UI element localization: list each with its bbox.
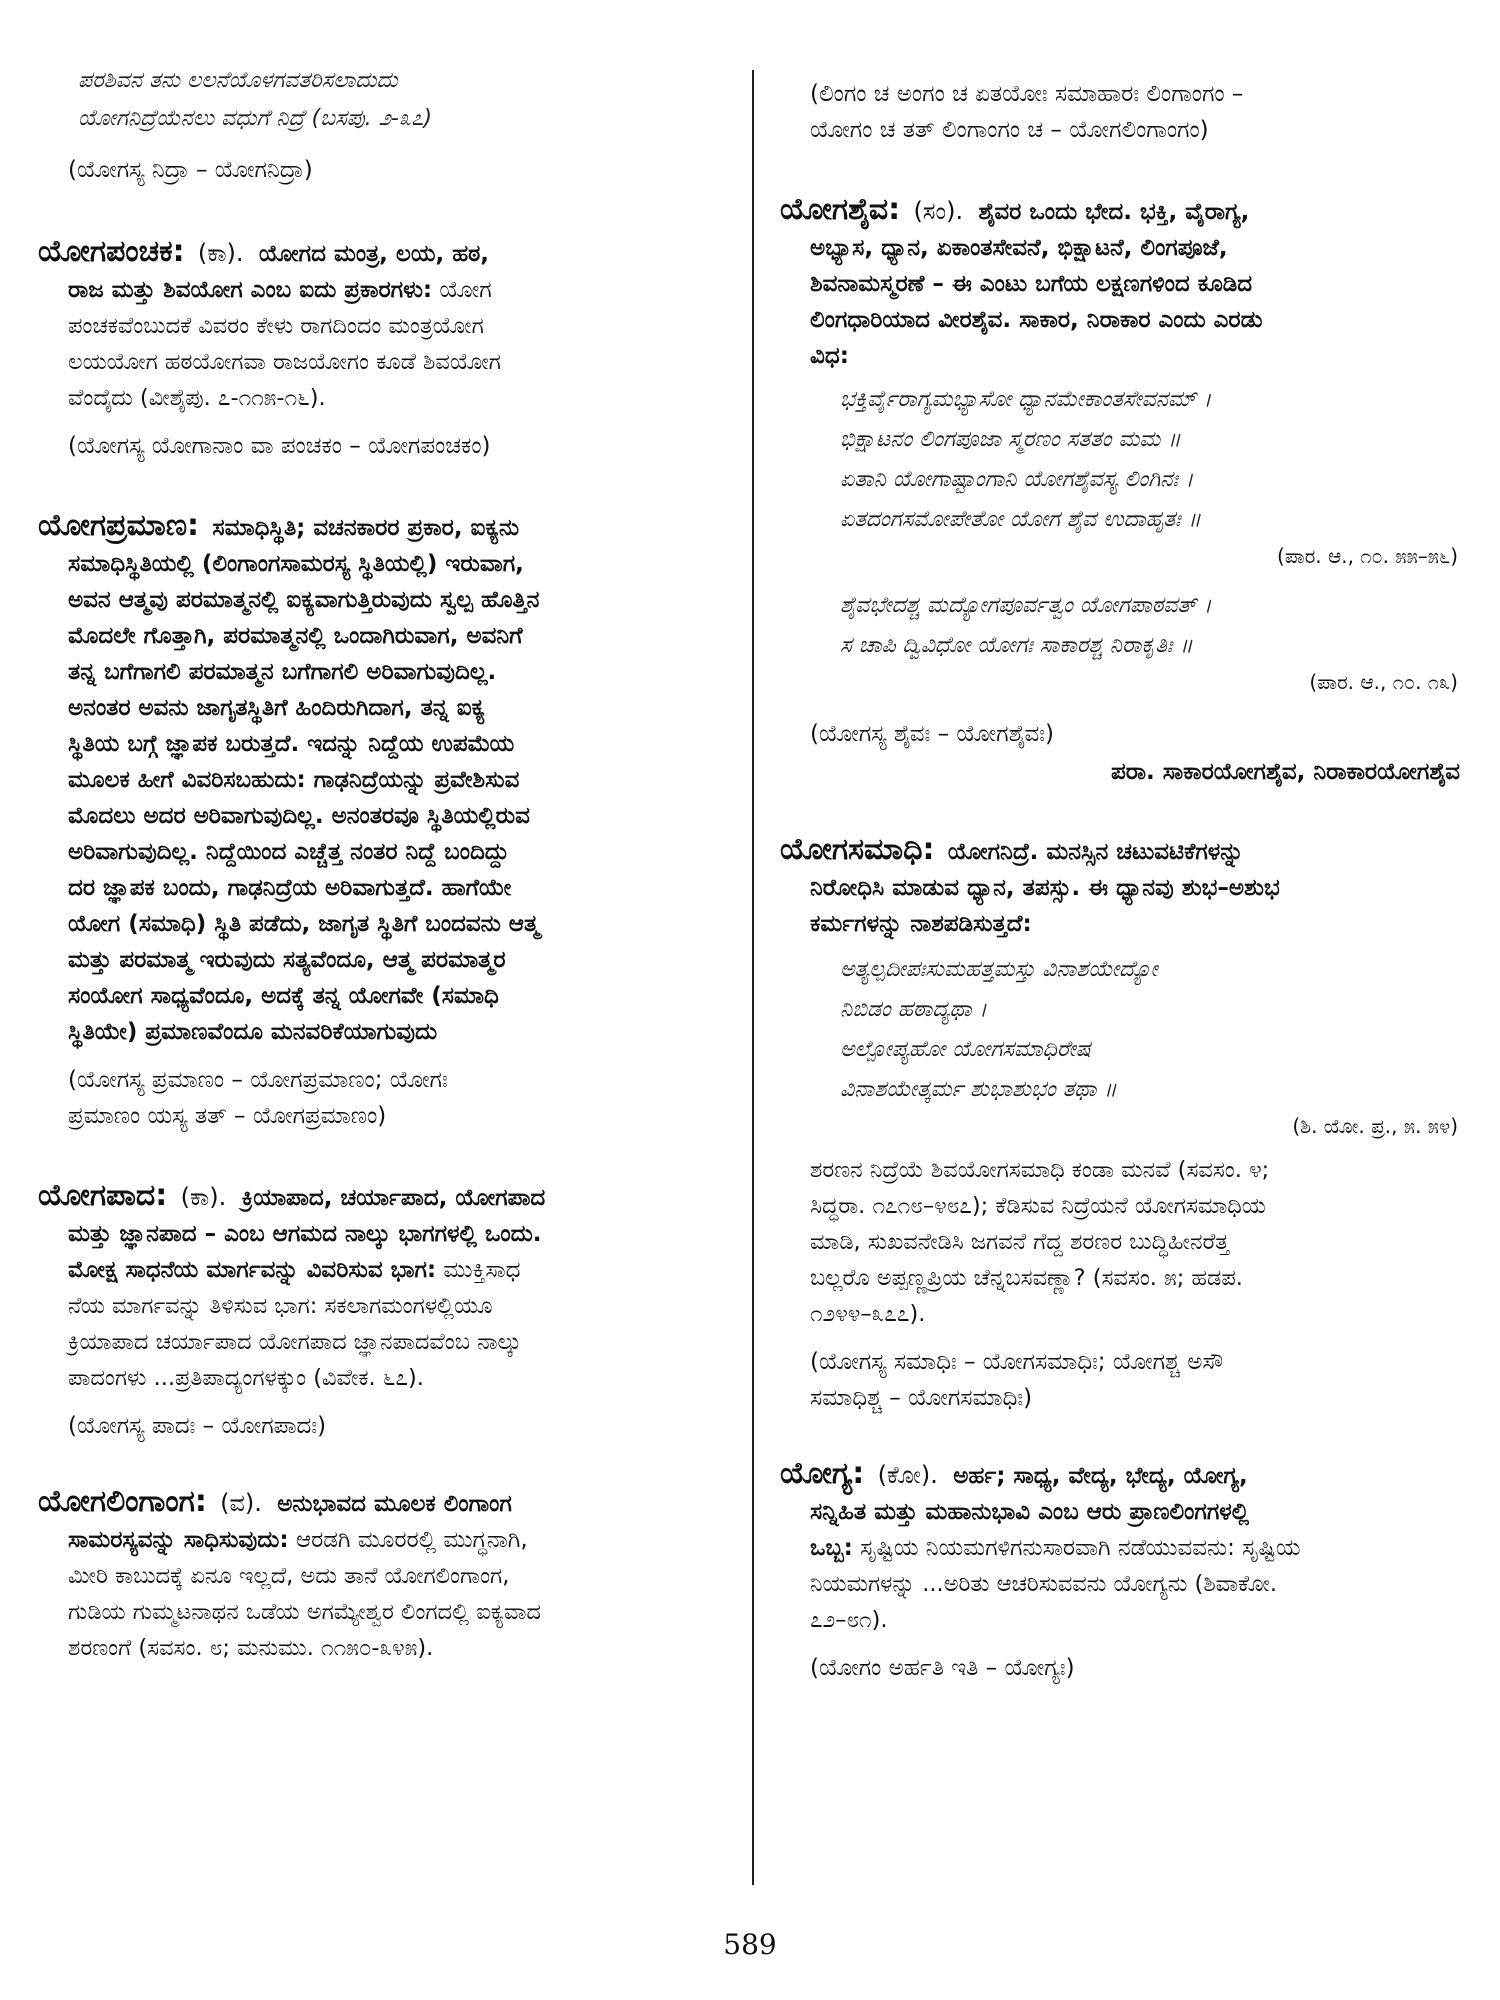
verse-line: ಶೈವಭೇದಶ್ಚ ಮದ್ಯೋಗಪೂರ್ವತ್ವಂ ಯೋಗಪಾಠವತ್ । <box>840 593 1212 618</box>
definition-line: ಅವನ ಆತ್ಮವು ಪರಮಾತ್ಮನಲ್ಲಿ ಐಕ್ಯವಾಗುತ್ತಿರುವುದು ಸ್ವಲ್ಪ ಹೊತ್ತಿನ <box>68 587 540 613</box>
definition-line: ಮೊದಲು ಅದರ ಅರಿವಾಗುವುದಿಲ್ಲ. ಅನಂತರವೂ ಸ್ಥಿತಿಯಲ್ಲಿರುವ <box>68 803 530 829</box>
entry-yogapramana <box>38 508 726 1134</box>
verse-line: ಏತದಂಗಸಮೋಪೇತೋ ಯೋಗ ಶೈವ ಉದಾಹೃತಃ ॥ <box>840 507 1201 532</box>
category: (ವ). <box>220 1489 262 1517</box>
gloss-line: ಮುಕ್ತಿಸಾಧ <box>443 1257 521 1283</box>
etymology: ಯೋಗಂ ಚ ತತ್ ಲಿಂಗಾಂಗಂ ಚ – ಯೋಗಲಿಂಗಾಂಗಂ) <box>810 117 1209 143</box>
etymology: (ಯೋಗಸ್ಯ ಪ್ರಮಾಣಂ – ಯೋಗಪ್ರಮಾಣಂ; ಯೋಗಃ <box>68 1067 448 1093</box>
definition-line: ಅನುಭಾವದ ಮೂಲಕ ಲಿಂಗಾಂಗ <box>277 1491 512 1517</box>
definition-line: ಮತ್ತು ಜ್ಞಾನಪಾದ – ಎಂಬ ಆಗಮದ ನಾಲ್ಕು ಭಾಗಗಳಲ್ಲಿ ಒಂದು. <box>68 1221 542 1247</box>
entry-yogapada <box>38 1178 726 1444</box>
verse-line: ವಿನಾಶಯೇತ್ಕರ್ಮ ಶುಭಾಶುಭಂ ತಥಾ ॥ <box>840 1077 1117 1102</box>
page-number: 589 <box>723 1928 777 1961</box>
definition-line: ಒಬ್ಬ: <box>810 1535 853 1561</box>
entry-yogasamadhi <box>780 832 1468 1416</box>
top-verse <box>38 62 726 138</box>
gloss-line: ಕ್ರಿಯಾಪಾದ ಚರ್ಯಾಪಾದ ಯೋಗಪಾದ ಜ್ಞಾನಪಾದವೆಂಬ ನಾಲ್ಕು <box>68 1329 522 1355</box>
definition-line: ಯೋಗದ ಮಂತ್ರ, ಲಯ, ಹಠ, <box>258 241 490 267</box>
verse-block <box>780 586 1468 666</box>
definition-line: ಶಿವನಾಮಸ್ಮರಣೆ – ಈ ಎಂಟು ಬಗೆಯ ಲಕ್ಷಣಗಳಿಂದ ಕೂಡಿದ <box>810 271 1253 297</box>
headword: ಯೋಗ್ಯ: <box>780 1456 865 1491</box>
definition-line: ದರ ಜ್ಞಾಪಕ ಬಂದು, ಗಾಢನಿದ್ರೆಯ ಅರಿವಾಗುತ್ತದೆ. ಹಾಗೆಯೇ <box>68 875 512 901</box>
definition-line: ಮೋಕ್ಷ ಸಾಧನೆಯ ಮಾರ್ಗವನ್ನು ವಿವರಿಸುವ ಭಾಗ: <box>68 1257 437 1283</box>
gloss-line: ಪಾದಂಗಳು ...ಪ್ರತಿಪಾದ್ಯಂಗಳಕ್ಕುಂ (ವಿವೇಕ. ೬೭). <box>68 1365 424 1391</box>
definition-line: ಅನಂತರ ಅವನು ಜಾಗೃತಸ್ಥಿತಿಗೆ ಹಿಂದಿರುಗಿದಾಗ, ತನ್ನ ಐಕ್ಯ <box>68 695 486 721</box>
right-column <box>780 76 1468 1686</box>
definition-line: ಸಂಯೋಗ ಸಾಧ್ಯವೆಂದೂ, ಅದಕ್ಕೆ ತನ್ನ ಯೋಗವೇ (ಸಮಾಧಿ <box>68 983 499 1009</box>
verse-source: (ಪಾರ. ಆ., ೧೦. ೧೩) <box>1309 670 1458 694</box>
entry-yogya <box>780 1456 1468 1686</box>
gloss-line: ಶರಣನ ನಿದ್ರೆಯೆ ಶಿವಯೋಗಸಮಾಧಿ ಕಂಡಾ ಮನವೆ (ಸವಸಂ. ೪; <box>810 1157 1270 1183</box>
definition-line: ಸಮಾಧಿಸ್ಥಿತಿಯಲ್ಲಿ (ಲಿಂಗಾಂಗಸಾಮರಸ್ಯ ಸ್ಥಿತಿಯಲ್ಲಿ) ಇರುವಾಗ, <box>68 551 524 577</box>
gloss-line: ಯೋಗ <box>439 277 492 303</box>
verse-block <box>780 380 1468 540</box>
gloss-line: ನೆಯ ಮಾರ್ಗವನ್ನು ತಿಳಿಸುವ ಭಾಗ: ಸಕಲಾಗಮಂಗಳಲ್ಲಿಯೂ <box>68 1293 493 1319</box>
etymology: ಪ್ರಮಾಣಂ ಯಸ್ಯ ತತ್ – ಯೋಗಪ್ರಮಾಣಂ) <box>68 1103 387 1129</box>
etymology: (ಯೋಗಸ್ಯ ನಿದ್ರಾ – ಯೋಗನಿದ್ರಾ) <box>68 157 313 183</box>
definition-line: ಸಮಾಧಿಸ್ಥಿತಿ; ವಚನಕಾರರ ಪ್ರಕಾರ, ಐಕ್ಯನು <box>212 515 520 541</box>
definition-line: ಲಿಂಗಧಾರಿಯಾದ ವೀರಶೈವ. ಸಾಕಾರ, ನಿರಾಕಾರ ಎಂದು ಎರಡು <box>810 307 1263 333</box>
definition-line: ವಿಧ: <box>810 343 849 369</box>
definition-line: ಅರಿವಾಗುವುದಿಲ್ಲ. ನಿದ್ದೆಯಿಂದ ಎಚ್ಚೆತ್ತ ನಂತರ ನಿದ್ದೆ ಬಂದಿದ್ದು <box>68 839 510 865</box>
verse-source: (ಶಿ. ಯೋ. ಪ್ರ., ೫. ೫೪) <box>1292 1114 1458 1138</box>
verse-line: ಭಿಕ್ಷಾಟನಂ ಲಿಂಗಪೂಜಾ ಸ್ಮರಣಂ ಸತತಂ ಮಮ ॥ <box>840 427 1181 452</box>
definition-line: ಸನ್ನಿಹಿತ ಮತ್ತು ಮಹಾನುಭಾವಿ ಎಂಬ ಆರು ಪ್ರಾಣಲಿಂಗಗಳಲ್ಲಿ <box>810 1499 1250 1525</box>
column-divider <box>752 70 754 1885</box>
etymology: (ಯೋಗಸ್ಯ ಯೋಗಾನಾಂ ವಾ ಪಂಚಕಂ – ಯೋಗಪಂಚಕಂ) <box>68 433 491 459</box>
definition-line: ರಾಜ ಮತ್ತು ಶಿವಯೋಗ ಎಂಬ ಐದು ಪ್ರಕಾರಗಳು: <box>68 277 433 303</box>
gloss-line: ೭೨–೮೧). <box>810 1607 888 1633</box>
definition-line: ಅಭ್ಯಾಸ, ಧ್ಯಾನ, ಏಕಾಂತಸೇವನೆ, ಭಿಕ್ಷಾಟನೆ, ಲಿಂಗಪೂಜೆ, <box>810 235 1228 261</box>
verse-line: ಪರಶಿವನ ತನು ಲಲನೆಯೊಳಗವತರಿಸಲಾದುದು <box>78 68 398 93</box>
headword: ಯೋಗಲಿಂಗಾಂಗ: <box>38 1484 207 1519</box>
gloss-line: ಸೃಷ್ಟಿಯ ನಿಯಮಗಳಿಗನುಸಾರವಾಗಿ ನಡೆಯುವವನು: ಸೃಷ್ಟಿಯ <box>860 1535 1301 1561</box>
verse-source: (ಪಾರ. ಆ., ೧೦. ೫೫–೫೬) <box>1277 544 1458 568</box>
gloss-line: ಶರಣಂಗೆ (ಸವಸಂ. ೮; ಮನುಮು. ೧೧೫೦-೩೪೫). <box>68 1635 434 1661</box>
gloss-line: ಬಲ್ಲರೊ ಅಪ್ಪಣ್ಣಪ್ರಿಯ ಚೆನ್ನಬಸವಣ್ಣಾ? (ಸವಸಂ. ೫; ಹಡಪ. <box>810 1265 1243 1291</box>
etymology: (ಯೋಗಸ್ಯ ಶೈವಃ – ಯೋಗಶೈವಃ) <box>810 721 1055 747</box>
gloss-line: ಗುಡಿಯ ಗುಮ್ಮಟನಾಥನ ಒಡೆಯ ಅಗಮ್ಯೇಶ್ವರ ಲಿಂಗದಲ್ಲಿ ಐಕ್ಯವಾದ <box>68 1599 541 1625</box>
etymology: (ಯೋಗಸ್ಯ ಸಮಾಧಿಃ – ಯೋಗಸಮಾಧಿಃ; ಯೋಗಶ್ಚ ಅಸೌ <box>810 1349 1224 1375</box>
gloss-line: ೧೨೪೪–೩೭೭). <box>810 1301 926 1327</box>
gloss-line: ಆರಡಗಿ ಮೂರರಲ್ಲಿ ಮುಗ್ಧನಾಗಿ, <box>295 1527 528 1553</box>
verse-block <box>780 950 1468 1110</box>
headword: ಯೋಗಪಂಚಕ: <box>38 234 185 269</box>
verse-line: ಭಕ್ತಿರ್ವೈರಾಗ್ಯಮಭ್ಯಾಸೋ ಧ್ಯಾನಮೇಕಾಂತಸೇವನಮ್ । <box>840 387 1212 412</box>
definition-line: ಸ್ಥಿತಿಯ ಬಗ್ಗೆ ಜ್ಞಾಪಕ ಬರುತ್ತದೆ. ಇದನ್ನು ನಿದ್ದೆಯ ಉಪಮೆಯ <box>68 731 515 757</box>
left-column <box>38 62 726 1666</box>
category: (ಕಾ). <box>180 1183 227 1211</box>
verse-line: ಅಲ್ಪೋಪ್ಯಹೋ ಯೋಗಸಮಾಧಿರೇಷ <box>840 1037 1091 1062</box>
category: (ಸಂ). <box>913 197 964 225</box>
gloss-line: ಸಿದ್ಧರಾ. ೧೭೧೮–೪೮೭); ಕೆಡಿಸುವ ನಿದ್ರೆಯನೆ ಯೋಗಸಮಾಧಿಯ <box>810 1193 1266 1219</box>
definition-line: ಕರ್ಮಗಳನ್ನು ನಾಶಪಡಿಸುತ್ತದೆ: <box>810 911 1032 937</box>
category: (ಕಾ). <box>197 239 244 267</box>
verse-line: ಅತ್ಯಲ್ಪದೀಪಃಸುಮಹತ್ತಮಸ್ತು ವಿನಾಶಯೇದ್ಯೋ <box>840 957 1158 982</box>
definition-line: ಯೋಗನಿದ್ರೆ. ಮನಸ್ಸಿನ ಚಟುವಟಿಕೆಗಳನ್ನು <box>947 839 1244 865</box>
gloss-line: ನಿಯಮಗಳನ್ನು ...ಅರಿತು ಆಚರಿಸುವವನು ಯೋಗ್ಯನು (ಶಿವಾಕೋ. <box>810 1571 1278 1597</box>
entry-yogapanchaka <box>38 234 726 464</box>
entry-yogalingaanga <box>38 1484 726 1666</box>
see-also: ಪರಾ. ಸಾಕಾರಯೋಗಶೈವ, ನಿರಾಕಾರಯೋಗಶೈವ <box>1111 759 1460 785</box>
verse-line: ನಿಬಿಡಂ ಹಠಾದ್ಯಥಾ । <box>840 997 987 1022</box>
definition-line: ಯೋಗ (ಸಮಾಧಿ) ಸ್ಥಿತಿ ಪಡೆದು, ಜಾಗೃತ ಸ್ಥಿತಿಗೆ ಬಂದವನು ಆತ್ಮ <box>68 911 540 937</box>
headword: ಯೋಗಪ್ರಮಾಣ: <box>38 508 200 543</box>
gloss-line: ಮೀರಿ ಕಾಬುದಕ್ಕೆ ಏನೂ ಇಲ್ಲದೆ, ಅದು ತಾನೆ ಯೋಗಲಿಂಗಾಂಗ, <box>68 1563 510 1589</box>
gloss-line: ಲಯಯೋಗ ಹಠಯೋಗವಾ ರಾಜಯೋಗಂ ಕೂಡೆ ಶಿವಯೋಗ <box>68 349 501 375</box>
definition-line: ಸಾಮರಸ್ಯವನ್ನು ಸಾಧಿಸುವುದು: <box>68 1527 289 1553</box>
definition-line: ನಿರೋಧಿಸಿ ಮಾಡುವ ಧ್ಯಾನ, ತಪಸ್ಸು. ಈ ಧ್ಯಾನವು ಶುಭ–ಅಶುಭ <box>810 875 1280 901</box>
headword: ಯೋಗಶೈವ: <box>780 192 901 227</box>
etymology: (ಯೋಗಂ ಅರ್ಹತಿ ಇತಿ – ಯೋಗ್ಯಃ) <box>810 1655 1075 1681</box>
definition-line: ಮತ್ತು ಪರಮಾತ್ಮ ಇರುವುದು ಸತ್ಯವೆಂದೂ, ಆತ್ಮ ಪರಮಾತ್ಮರ <box>68 947 506 973</box>
headword: ಯೋಗಸಮಾಧಿ: <box>780 832 935 867</box>
definition-line: ಸ್ಥಿತಿಯೇ) ಪ್ರಮಾಣವೆಂದೂ ಮನವರಿಕೆಯಾಗುವುದು <box>68 1019 438 1045</box>
gloss-line: ಮಾಡಿ, ಸುಖವನೇಡಿಸಿ ಜಗವನೆ ಗೆದ್ದ ಶರಣರ ಬುದ್ಧಿಹೀನರೆತ್ತ <box>810 1229 1230 1255</box>
etymology: (ಯೋಗಸ್ಯ ಪಾದಃ – ಯೋಗಪಾದಃ) <box>68 1413 327 1439</box>
gloss-line: ವೆಂದೈದು (ವೀಶೈಪು. ೭-೧೧೫-೧೬). <box>68 385 326 411</box>
definition-line: ಮೂಲಕ ಹೀಗೆ ವಿವರಿಸಬಹುದು: ಗಾಢನಿದ್ರೆಯನ್ನು ಪ್ರವೇಶಿಸುವ <box>68 767 520 793</box>
definition-line: ಮೊದಲೇ ಗೊತ್ತಾಗಿ, ಪರಮಾತ್ಮನಲ್ಲಿ ಒಂದಾಗಿರುವಾಗ, ಅವನಿಗೆ <box>68 623 523 649</box>
gloss-line: ಪಂಚಕವೆಂಬುದಕೆ ವಿವರಂ ಕೇಳು ರಾಗದಿಂದಂ ಮಂತ್ರಯೋಗ <box>68 313 484 339</box>
definition-line: ಅರ್ಹ; ಸಾಧ್ಯ, ವೇದ್ಯ, ಭೇದ್ಯ, ಯೋಗ್ಯ, <box>953 1463 1248 1489</box>
etymology: ಸಮಾಧಿಶ್ಚ – ಯೋಗಸಮಾಧಿಃ) <box>810 1385 1033 1411</box>
verse-line: ಯೋಗನಿದ್ರೆಯೆನಲು ವಧುಗೆ ನಿದ್ರೆ (ಬಸಪು. ೨-೩೭) <box>78 106 433 131</box>
verse-line: ಏತಾನಿ ಯೋಗಾಷ್ಟಾಂಗಾನಿ ಯೋಗಶೈವಸ್ಯ ಲಿಂಗಿನಃ । <box>840 467 1194 492</box>
definition-line: ಶೈವರ ಒಂದು ಭೇದ. ಭಕ್ತಿ, ವೈರಾಗ್ಯ, <box>978 199 1250 225</box>
entry-yogashaiva <box>780 192 1468 792</box>
definition-line: ತನ್ನ ಬಗೆಗಾಗಲಿ ಪರಮಾತ್ಮನ ಬಗೆಗಾಗಲಿ ಅರಿವಾಗುವುದಿಲ್ಲ. <box>68 659 497 685</box>
headword: ಯೋಗಪಾದ: <box>38 1178 168 1213</box>
verse-line: ಸ ಚಾಪಿ ದ್ವಿವಿಧೋ ಯೋಗಃ ಸಾಕಾರಶ್ಚ ನಿರಾಕೃತಿಃ ॥ <box>840 633 1193 658</box>
etymology: (ಲಿಂಗಂ ಚ ಅಂಗಂ ಚ ಏತಯೋಃ ಸಮಾಹಾರಃ ಲಿಂಗಾಂಗಂ – <box>810 81 1244 107</box>
definition-line: ಕ್ರಿಯಾಪಾದ, ಚರ್ಯಾಪಾದ, ಯೋಗಪಾದ <box>241 1185 546 1211</box>
category: (ಕೋ). <box>877 1461 938 1489</box>
